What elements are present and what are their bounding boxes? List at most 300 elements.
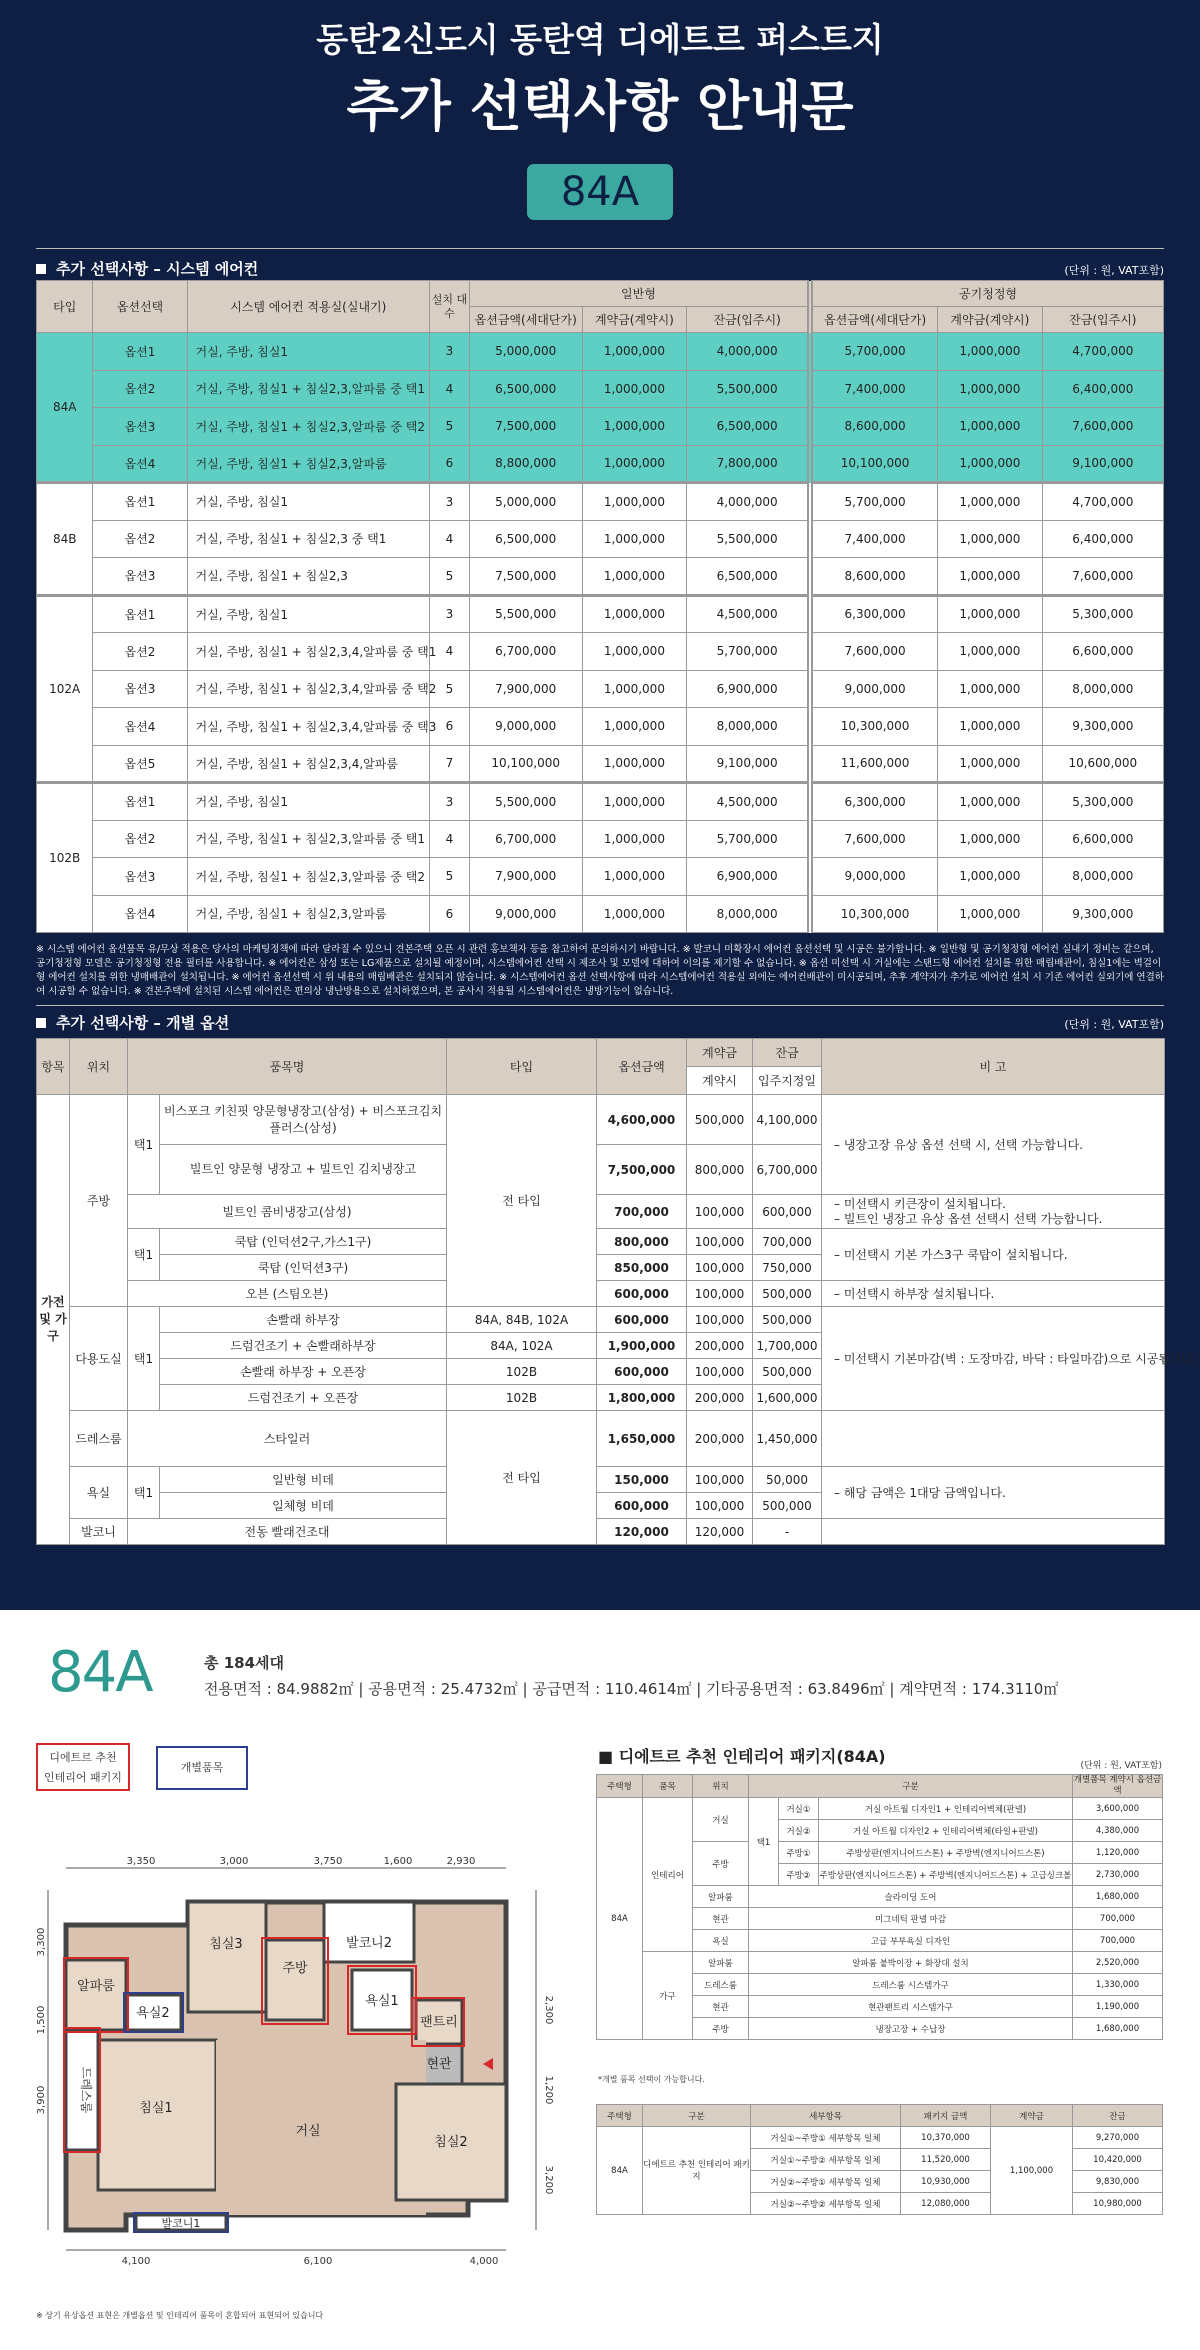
desc: 슬라이딩 도어 bbox=[749, 1886, 1073, 1908]
option: 옵션4 bbox=[93, 895, 187, 933]
option-price: 600,000 bbox=[597, 1281, 687, 1307]
square-icon bbox=[36, 1018, 46, 1028]
balance: 9,300,000 bbox=[1042, 895, 1163, 933]
balance: 10,600,000 bbox=[1042, 745, 1163, 783]
price: 10,300,000 bbox=[810, 708, 938, 746]
count: 3 bbox=[430, 595, 470, 633]
balance: 4,000,000 bbox=[687, 333, 810, 371]
deposit: 1,000,000 bbox=[582, 895, 687, 933]
aircon-row bbox=[37, 708, 1164, 746]
price: 9,000,000 bbox=[469, 708, 582, 746]
dim-right: 2,300 bbox=[543, 1995, 554, 2025]
type-cell: 84A bbox=[37, 333, 93, 483]
legend-individual: 개별품목 bbox=[156, 1746, 248, 1790]
th-general: 일반형 bbox=[469, 281, 810, 307]
location-dressroom: 드레스룸 bbox=[70, 1411, 128, 1467]
balance: 6,600,000 bbox=[1042, 633, 1163, 671]
page-subtitle: 동탄2신도시 동탄역 디에트르 퍼스트지 bbox=[316, 20, 884, 59]
th: 구분 bbox=[643, 2105, 751, 2127]
option: 옵션3 bbox=[93, 408, 187, 446]
rooms: 거실, 주방, 침실1 + 침실2,3 bbox=[187, 558, 430, 596]
select-one-label: 택1 bbox=[128, 1307, 160, 1411]
th: 주택형 bbox=[597, 2105, 643, 2127]
rooms: 거실, 주방, 침실1 + 침실2,3 중 택1 bbox=[187, 520, 430, 558]
option-price: 4,600,000 bbox=[597, 1095, 687, 1145]
dim-left: 1,500 bbox=[36, 2005, 47, 2035]
room-label: 침실3 bbox=[209, 1937, 243, 1952]
dim-top: 3,000 bbox=[219, 1856, 249, 1867]
price: 1,680,000 bbox=[1073, 1886, 1163, 1908]
pkg-price: 10,370,000 bbox=[901, 2127, 991, 2149]
desc: 주방상판(엔지니어드스톤) + 주방벽(엔지니어드스톤) bbox=[819, 1842, 1073, 1864]
price: 7,600,000 bbox=[810, 820, 938, 858]
aircon-row bbox=[37, 858, 1164, 896]
deposit: 100,000 bbox=[687, 1493, 753, 1519]
option: 옵션2 bbox=[93, 633, 187, 671]
pkg-price: 12,080,000 bbox=[901, 2193, 991, 2215]
pkg-price: 11,520,000 bbox=[901, 2149, 991, 2171]
count: 4 bbox=[430, 633, 470, 671]
th-aircleaner: 공기청정형 bbox=[810, 281, 1163, 307]
balance: - bbox=[753, 1519, 822, 1545]
deposit: 1,000,000 bbox=[938, 895, 1043, 933]
room-label: 팬트리 bbox=[420, 2015, 458, 2030]
count: 5 bbox=[430, 858, 470, 896]
th-item: 항목 bbox=[37, 1039, 70, 1095]
price: 5,500,000 bbox=[469, 595, 582, 633]
th: 잔금 bbox=[1073, 2105, 1163, 2127]
balance: 7,600,000 bbox=[1042, 408, 1163, 446]
remark bbox=[822, 1195, 1165, 1229]
deposit: 800,000 bbox=[687, 1145, 753, 1195]
deposit: 1,000,000 bbox=[938, 520, 1043, 558]
price: 6,700,000 bbox=[469, 820, 582, 858]
aircon-row bbox=[37, 783, 1164, 821]
legend-label: 인테리어 패키지 bbox=[44, 1771, 122, 1784]
th-deposit: 계약금(계약시) bbox=[582, 307, 687, 333]
product-name: 오븐 (스팀오븐) bbox=[128, 1281, 447, 1307]
count: 6 bbox=[430, 445, 470, 483]
aircon-row bbox=[37, 445, 1164, 483]
remark-line: – 빌트인 냉장고 유상 옵션 선택시 선택 가능합니다. bbox=[834, 1211, 1103, 1226]
remark: – 해당 금액은 1대당 금액입니다. bbox=[822, 1467, 1165, 1519]
count: 4 bbox=[430, 820, 470, 858]
price: 7,500,000 bbox=[469, 558, 582, 596]
location-kitchen: 주방 bbox=[70, 1095, 128, 1307]
price: 7,400,000 bbox=[810, 370, 938, 408]
deposit: 1,000,000 bbox=[582, 558, 687, 596]
location-utility: 다용도실 bbox=[70, 1307, 128, 1411]
balance: 750,000 bbox=[753, 1255, 822, 1281]
balance: 8,000,000 bbox=[687, 895, 810, 933]
balance: 4,700,000 bbox=[1042, 483, 1163, 521]
price: 8,600,000 bbox=[810, 408, 938, 446]
deposit: 1,000,000 bbox=[938, 333, 1043, 371]
deposit: 1,000,000 bbox=[938, 558, 1043, 596]
option: 옵션2 bbox=[93, 520, 187, 558]
balance: 9,100,000 bbox=[1042, 445, 1163, 483]
balance: 1,450,000 bbox=[753, 1411, 822, 1467]
option: 옵션1 bbox=[93, 783, 187, 821]
desc: 거실 아트월 디자인1 + 인테리어벽체(판넬) bbox=[819, 1798, 1073, 1820]
option: 옵션1 bbox=[93, 595, 187, 633]
deposit: 100,000 bbox=[687, 1467, 753, 1493]
th-option: 옵션선택 bbox=[93, 281, 187, 333]
aircon-note: ※ 시스템 에어컨 옵션품목 유/무상 적용은 당사의 마케팅정책에 따라 달라질 수 있으니 견본주택 오픈 시 관련 홍보책자 등을 참고하여 문의하시기 바랍니다. ※ 발코니 미확장시 에어컨 옵션선택 및 시공은 불가합니다. ※ 일반형 및 공기청정형 에어컨 실내기 정비는 같으며, 공기청정형 모델은 공기청정형 전용 필터를 사용합니다. ※ 에어컨은 삼성 또는 LG제품으로 설치될 예정이며, 시스템에어컨 선택 시 제조사 및 모델에 대하여 이의를 제기할 수 없습니다. ※ 옵션 미선택 시 거실에는 스탠드형 에어컨 설치를 위한 매립배관이, 침실1에는 벽걸이형 에어컨 설치를 위한 냉매배관이 설치됩니다. ※ 에어컨 옵션선택 시 위 내용의 매립배관은 설치되지 않습니다. ※ 시스템에어컨 옵션 선택사항에 따라 시스템에어컨 적용실 외에는 에어컨배관이 미시공되며, 추후 계약자가 추가로 에어컨 설치 시 기존 에어컨 실외기에 연결하여 시공할 수 없습니다. ※ 견본주택에 설치된 시스템 에어컨은 편의상 냉난방용으로 설치하였으며, 본 공사시 적용될 시스템에어컨은 냉방기능이 없습니다. bbox=[36, 944, 1164, 997]
loc: 드레스룸 bbox=[693, 1974, 749, 1996]
code: 주방① bbox=[779, 1842, 819, 1864]
dim-top: 3,350 bbox=[126, 1856, 156, 1867]
deposit: 1,000,000 bbox=[938, 633, 1043, 671]
option-price: 150,000 bbox=[597, 1467, 687, 1493]
section-title-options bbox=[36, 1012, 229, 1033]
detail: 거실①~주방① 세부항목 일체 bbox=[751, 2127, 901, 2149]
select-one-label: 택1 bbox=[749, 1798, 779, 1886]
type-cell: 84A, 102A bbox=[447, 1333, 597, 1359]
th: 개별품목 계약시 옵션금액 bbox=[1073, 1775, 1162, 1796]
deposit: 1,000,000 bbox=[938, 670, 1043, 708]
type-cell: 102A bbox=[37, 595, 93, 783]
th-balance: 잔금(입주시) bbox=[687, 307, 810, 333]
code: 거실② bbox=[779, 1820, 819, 1842]
divider bbox=[36, 248, 1164, 249]
price: 6,300,000 bbox=[810, 595, 938, 633]
price: 2,730,000 bbox=[1073, 1864, 1163, 1886]
type-cell: 102B bbox=[37, 783, 93, 933]
th: 품목 bbox=[643, 1775, 693, 1798]
th-price: 옵션금액(세대단가) bbox=[469, 307, 582, 333]
loc: 현관 bbox=[693, 1908, 749, 1930]
price: 7,500,000 bbox=[469, 408, 582, 446]
deposit: 100,000 bbox=[687, 1195, 753, 1229]
rooms: 거실, 주방, 침실1 bbox=[187, 595, 430, 633]
product-name: 쿡탑 (인덕션2구,가스1구) bbox=[160, 1229, 447, 1255]
balance: 50,000 bbox=[753, 1467, 822, 1493]
unit-type: 84A bbox=[597, 1798, 643, 2040]
deposit: 1,000,000 bbox=[938, 745, 1043, 783]
price: 7,600,000 bbox=[810, 633, 938, 671]
price: 1,330,000 bbox=[1073, 1974, 1163, 1996]
room-br3 bbox=[188, 1902, 266, 2012]
option-price: 1,800,000 bbox=[597, 1385, 687, 1411]
aircon-row bbox=[37, 820, 1164, 858]
type-cell: 102B bbox=[447, 1359, 597, 1385]
rooms: 거실, 주방, 침실1 bbox=[187, 333, 430, 371]
count: 7 bbox=[430, 745, 470, 783]
remark: – 미선택시 기본마감(벽 : 도장마감, 바닥 : 타일마감)으로 시공됩니다. bbox=[822, 1307, 1165, 1411]
loc-kitchen: 주방 bbox=[693, 1842, 749, 1886]
households: 총 184세대 bbox=[204, 1654, 285, 1672]
deposit: 1,000,000 bbox=[938, 858, 1043, 896]
dim-top: 3,750 bbox=[313, 1856, 343, 1867]
package-price-table bbox=[596, 2104, 1163, 2215]
deposit: 1,000,000 bbox=[582, 370, 687, 408]
price: 6,700,000 bbox=[469, 633, 582, 671]
deposit: 1,000,000 bbox=[582, 333, 687, 371]
count: 3 bbox=[430, 483, 470, 521]
count: 4 bbox=[430, 370, 470, 408]
th-balance: 잔금 bbox=[753, 1039, 822, 1067]
balance: 9,830,000 bbox=[1073, 2171, 1163, 2193]
balance: 500,000 bbox=[753, 1281, 822, 1307]
balance: 6,900,000 bbox=[687, 670, 810, 708]
product-name: 전동 빨래건조대 bbox=[128, 1519, 447, 1545]
option-price: 850,000 bbox=[597, 1255, 687, 1281]
rooms: 거실, 주방, 침실1 + 침실2,3,4,알파룸 bbox=[187, 745, 430, 783]
unit-type: 84A bbox=[597, 2127, 643, 2215]
unit-label: (단위 : 원, VAT포함) bbox=[1064, 264, 1164, 277]
package-note: *개별 품목 선택이 가능합니다. bbox=[598, 2075, 705, 2084]
aircon-table bbox=[36, 280, 1164, 933]
product-name: 일반형 비데 bbox=[160, 1467, 447, 1493]
room-label: 발코니1 bbox=[161, 2217, 201, 2230]
location-balcony: 발코니 bbox=[70, 1519, 128, 1545]
loc: 알파룸 bbox=[693, 1952, 749, 1974]
balance: 8,000,000 bbox=[1042, 670, 1163, 708]
room-label: 알파룸 bbox=[77, 1979, 115, 1994]
desc: 주방상판(엔지니어드스톤) + 주방벽(엔지니어드스톤) + 고급싱크볼 bbox=[819, 1864, 1073, 1886]
deposit: 1,000,000 bbox=[582, 708, 687, 746]
price: 3,600,000 bbox=[1073, 1798, 1163, 1820]
th-deposit: 계약금 bbox=[687, 1039, 753, 1067]
count: 6 bbox=[430, 708, 470, 746]
balance: 5,700,000 bbox=[687, 633, 810, 671]
product-name: 손빨래 하부장 + 오픈장 bbox=[160, 1359, 447, 1385]
dim-right: 3,200 bbox=[543, 2165, 554, 2195]
detail: 거실②~주방① 세부항목 일체 bbox=[751, 2171, 901, 2193]
th: 주택형 bbox=[597, 1775, 643, 1798]
th-balance: 잔금(입주시) bbox=[1042, 307, 1163, 333]
balance: 8,000,000 bbox=[687, 708, 810, 746]
th-product: 품목명 bbox=[128, 1039, 447, 1095]
dim-left: 3,900 bbox=[36, 2085, 47, 2115]
rooms: 거실, 주방, 침실1 + 침실2,3,4,알파룸 중 택2 bbox=[187, 670, 430, 708]
section-title-text: 추가 선택사항 – 개별 옵션 bbox=[56, 1014, 230, 1032]
count: 3 bbox=[430, 783, 470, 821]
aircon-row bbox=[37, 333, 1164, 371]
desc: 거실 아트월 디자인2 + 인테리어벽체(타일+판넬) bbox=[819, 1820, 1073, 1842]
price: 7,400,000 bbox=[810, 520, 938, 558]
aircon-row bbox=[37, 595, 1164, 633]
th-location: 위치 bbox=[70, 1039, 128, 1095]
price: 8,600,000 bbox=[810, 558, 938, 596]
price: 6,500,000 bbox=[469, 520, 582, 558]
package-title: ■ 디에트르 추천 인테리어 패키지(84A) bbox=[598, 1747, 886, 1766]
type-cell: 102B bbox=[447, 1385, 597, 1411]
price: 10,100,000 bbox=[810, 445, 938, 483]
product-name: 빌트인 양문형 냉장고 + 빌트인 김치냉장고 bbox=[160, 1145, 447, 1195]
balance: 6,700,000 bbox=[753, 1145, 822, 1195]
unit-label: (단위 : 원, VAT포함) bbox=[1064, 1018, 1164, 1031]
remark-empty bbox=[822, 1519, 1165, 1545]
detail: 거실①~주방② 세부항목 일체 bbox=[751, 2149, 901, 2171]
remark-empty bbox=[822, 1411, 1165, 1467]
th-deposit-sub: 계약시 bbox=[687, 1067, 753, 1095]
option-price: 120,000 bbox=[597, 1519, 687, 1545]
th-price: 옵션금액 bbox=[597, 1039, 687, 1095]
price: 5,000,000 bbox=[469, 333, 582, 371]
dim-bottom: 6,100 bbox=[303, 2256, 333, 2267]
aircon-row bbox=[37, 408, 1164, 446]
deposit: 1,000,000 bbox=[582, 670, 687, 708]
balance: 4,700,000 bbox=[1042, 333, 1163, 371]
detail: 거실②~주방② 세부항목 일체 bbox=[751, 2193, 901, 2215]
th: 구분 bbox=[749, 1775, 1073, 1798]
th-count: 설치 대수 bbox=[430, 281, 470, 333]
price: 5,500,000 bbox=[469, 783, 582, 821]
deposit: 1,000,000 bbox=[582, 858, 687, 896]
desc: 드레스룸 시스템가구 bbox=[749, 1974, 1073, 1996]
aircon-row bbox=[37, 633, 1164, 671]
unit-info bbox=[204, 1650, 1058, 1702]
room-label: 침실2 bbox=[434, 2135, 468, 2150]
loc-living: 거실 bbox=[693, 1798, 749, 1842]
deposit: 1,000,000 bbox=[938, 483, 1043, 521]
category-cell: 가전 및 가구 bbox=[37, 1095, 70, 1545]
balance: 6,400,000 bbox=[1042, 370, 1163, 408]
balance: 600,000 bbox=[753, 1195, 822, 1229]
loc: 주방 bbox=[693, 2018, 749, 2040]
dim-top: 2,930 bbox=[446, 1856, 476, 1867]
desc: 알파룸 붙박이장 + 화장대 설치 bbox=[749, 1952, 1073, 1974]
product-name: 쿡탑 (인덕션3구) bbox=[160, 1255, 447, 1281]
balance: 6,400,000 bbox=[1042, 520, 1163, 558]
section-title-aircon bbox=[36, 258, 258, 279]
option: 옵션2 bbox=[93, 820, 187, 858]
deposit: 100,000 bbox=[687, 1359, 753, 1385]
room-label: 욕실1 bbox=[365, 1994, 399, 2009]
option: 옵션4 bbox=[93, 708, 187, 746]
area-info: 전용면적 : 84.9882㎡ | 공용면적 : 25.4732㎡ | 공급면적 : 110.4614㎡ | 기타공용면적 : 63.8496㎡ | 계약면적 : 174.3110㎡ bbox=[204, 1680, 1059, 1698]
balance: 5,300,000 bbox=[1042, 783, 1163, 821]
deposit: 100,000 bbox=[687, 1307, 753, 1333]
count: 5 bbox=[430, 408, 470, 446]
balance: 5,500,000 bbox=[687, 370, 810, 408]
footnote: ※ 상기 유상옵션 표현은 개별옵션 및 인테리어 품목이 혼합되어 표현되어 있습니다 bbox=[36, 2311, 324, 2320]
package-category: 디에트르 추천 인테리어 패키지 bbox=[643, 2127, 751, 2215]
balance: 9,100,000 bbox=[687, 745, 810, 783]
option: 옵션3 bbox=[93, 558, 187, 596]
room-label: 드레스룸 bbox=[79, 2066, 93, 2114]
balance: 6,900,000 bbox=[687, 858, 810, 896]
option-price: 600,000 bbox=[597, 1493, 687, 1519]
th-balance-sub: 입주지정일 bbox=[753, 1067, 822, 1095]
deposit: 100,000 bbox=[687, 1281, 753, 1307]
item-furniture: 가구 bbox=[643, 1952, 693, 2040]
rooms: 거실, 주방, 침실1 bbox=[187, 783, 430, 821]
balance: 1,700,000 bbox=[753, 1333, 822, 1359]
option: 옵션5 bbox=[93, 745, 187, 783]
loc: 알파룸 bbox=[693, 1886, 749, 1908]
location-bath: 욕실 bbox=[70, 1467, 128, 1519]
product-name: 드럼건조기 + 오픈장 bbox=[160, 1385, 447, 1411]
price: 10,100,000 bbox=[469, 745, 582, 783]
section-title-text: 추가 선택사항 – 시스템 에어컨 bbox=[56, 260, 259, 278]
dim-top: 1,600 bbox=[383, 1856, 413, 1867]
balance: 10,980,000 bbox=[1073, 2193, 1163, 2215]
product-name: 비스포크 키친핏 양문형냉장고(삼성) + 비스포크김치플러스(삼성) bbox=[160, 1095, 447, 1145]
balance: 7,600,000 bbox=[1042, 558, 1163, 596]
rooms: 거실, 주방, 침실1 + 침실2,3,알파룸 중 택1 bbox=[187, 370, 430, 408]
balance: 9,270,000 bbox=[1073, 2127, 1163, 2149]
deposit: 100,000 bbox=[687, 1255, 753, 1281]
price: 9,000,000 bbox=[810, 858, 938, 896]
rooms: 거실, 주방, 침실1 + 침실2,3,4,알파룸 중 택1 bbox=[187, 633, 430, 671]
desc: 냉장고장 + 수납장 bbox=[749, 2018, 1073, 2040]
select-one-label: 택1 bbox=[128, 1467, 160, 1519]
room-label: 욕실2 bbox=[136, 2006, 170, 2021]
balance: 4,000,000 bbox=[687, 483, 810, 521]
package-title-text: 디에트르 추천 인테리어 패키지(84A) bbox=[618, 1747, 886, 1766]
aircon-row bbox=[37, 558, 1164, 596]
option-price: 800,000 bbox=[597, 1229, 687, 1255]
pkg-price: 10,930,000 bbox=[901, 2171, 991, 2193]
aircon-row bbox=[37, 483, 1164, 521]
unit-type: 84A bbox=[48, 1640, 152, 1705]
count: 6 bbox=[430, 895, 470, 933]
price: 1,120,000 bbox=[1073, 1842, 1163, 1864]
option-price: 700,000 bbox=[597, 1195, 687, 1229]
rooms: 거실, 주방, 침실1 bbox=[187, 483, 430, 521]
dim-bottom: 4,100 bbox=[121, 2256, 151, 2267]
bottom-panel bbox=[0, 1610, 1200, 2350]
floor-plan bbox=[36, 1850, 552, 2280]
option-price: 1,650,000 bbox=[597, 1411, 687, 1467]
deposit: 120,000 bbox=[687, 1519, 753, 1545]
price: 6,500,000 bbox=[469, 370, 582, 408]
rooms: 거실, 주방, 침실1 + 침실2,3,4,알파룸 중 택3 bbox=[187, 708, 430, 746]
deposit: 1,000,000 bbox=[582, 783, 687, 821]
divider bbox=[36, 1005, 1164, 1006]
room-alpha bbox=[66, 1960, 126, 2030]
legend-label: 디에트르 추천 bbox=[49, 1751, 117, 1764]
deposit: 1,000,000 bbox=[582, 483, 687, 521]
room-label: 주방 bbox=[282, 1961, 308, 1976]
option: 옵션2 bbox=[93, 370, 187, 408]
loc: 욕실 bbox=[693, 1930, 749, 1952]
price: 1,680,000 bbox=[1073, 2018, 1163, 2040]
dim-right: 1,200 bbox=[543, 2075, 554, 2105]
aircon-row bbox=[37, 520, 1164, 558]
product-name: 손빨래 하부장 bbox=[160, 1307, 447, 1333]
price: 700,000 bbox=[1073, 1930, 1163, 1952]
room-label: 침실1 bbox=[139, 2101, 173, 2116]
deposit: 1,000,000 bbox=[938, 708, 1043, 746]
count: 4 bbox=[430, 520, 470, 558]
price: 1,190,000 bbox=[1073, 1996, 1163, 2018]
aircon-row bbox=[37, 670, 1164, 708]
price: 7,900,000 bbox=[469, 858, 582, 896]
dim-bottom: 4,000 bbox=[469, 2256, 499, 2267]
option: 옵션4 bbox=[93, 445, 187, 483]
price: 10,300,000 bbox=[810, 895, 938, 933]
remark: – 냉장고장 유상 옵션 선택 시, 선택 가능합니다. bbox=[822, 1095, 1165, 1195]
price: 5,700,000 bbox=[810, 333, 938, 371]
deposit: 1,000,000 bbox=[582, 445, 687, 483]
select-one-label: 택1 bbox=[128, 1095, 160, 1195]
room-label: 현관 bbox=[426, 2057, 452, 2072]
deposit: 500,000 bbox=[687, 1095, 753, 1145]
item-interior: 인테리어 bbox=[643, 1798, 693, 1952]
package-unit: (단위 : 원, VAT포함) bbox=[1080, 1761, 1162, 1771]
balance: 10,420,000 bbox=[1073, 2149, 1163, 2171]
deposit: 1,000,000 bbox=[582, 520, 687, 558]
option-price: 1,900,000 bbox=[597, 1333, 687, 1359]
balance: 5,300,000 bbox=[1042, 595, 1163, 633]
rooms: 거실, 주방, 침실1 + 침실2,3,알파룸 중 택2 bbox=[187, 858, 430, 896]
th: 계약금 bbox=[991, 2105, 1073, 2127]
rooms: 거실, 주방, 침실1 + 침실2,3,알파룸 중 택1 bbox=[187, 820, 430, 858]
